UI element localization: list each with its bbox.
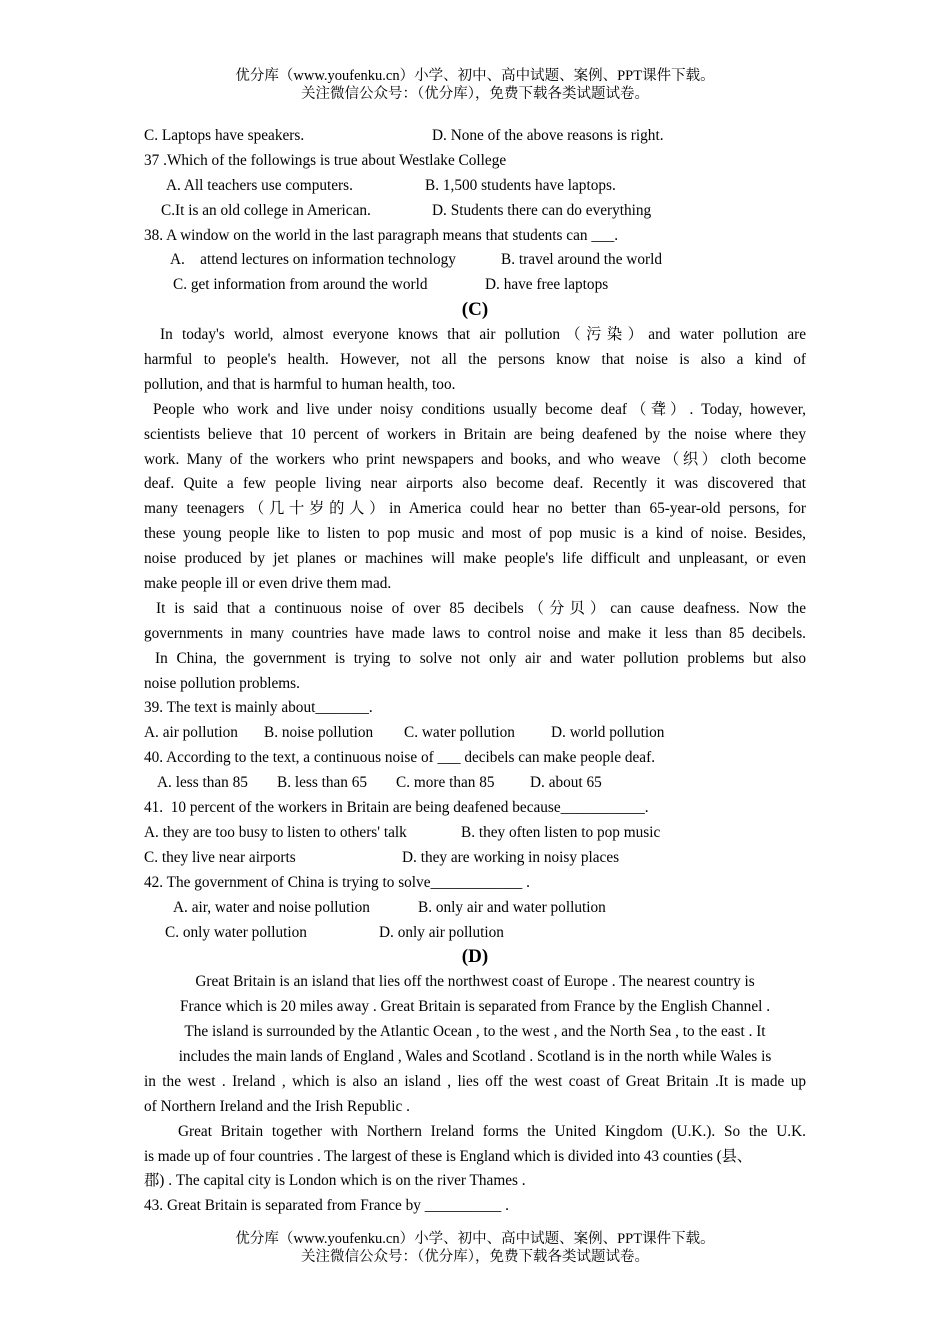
- passage-c-line: pollution, and that is harmful to human health, too.: [144, 375, 456, 393]
- header-line-2: 关注微信公众号：（优分库），免费下载各类试题试卷。: [301, 86, 649, 102]
- q37-option-d: D. Students there can do everything: [432, 201, 652, 219]
- q41-option-c: C. they live near airports: [144, 848, 296, 866]
- q41-option-d: D. they are working in noisy places: [402, 848, 620, 866]
- q37-options-ab: [144, 174, 806, 199]
- q39-option-b: B. noise pollution: [264, 724, 374, 742]
- passage-d-line: includes the main lands of England , Wales and Scotland . Scotland is in the north while Wales is: [178, 1047, 772, 1065]
- q39-option-d: D. world pollution: [551, 724, 665, 742]
- passage-c-line: In today's world, almost everyone knows that air pollution（污染）and water pollution are: [160, 326, 806, 344]
- passage-d-line: Great Britain together with Northern Ireland forms the United Kingdom (U.K.). So the U.K.: [178, 1122, 806, 1140]
- q40-stem: 40. According to the text, a continuous noise of ___ decibels can make people deaf.: [144, 749, 656, 767]
- passage-c-line: these young people like to listen to pop music and most of pop music is a kind of noise. Besides,: [144, 525, 806, 543]
- q42-stem: 42. The government of China is trying to solve____________ .: [144, 873, 530, 891]
- passage-c-line: harmful to people's health. However, not all the persons know that noise is also a kind of: [144, 351, 806, 369]
- q38-options-cd: [144, 273, 806, 298]
- q41-option-b: B. they often listen to pop music: [461, 823, 661, 841]
- q38-option-c: C. get information from around the world: [173, 276, 428, 294]
- q41-option-a: A. they are too busy to listen to others' talk: [144, 823, 407, 841]
- passage-d-line: of Northern Ireland and the Irish Republic .: [144, 1097, 410, 1115]
- passage-c-line: scientists believe that 10 percent of workers in Britain are being deafened by the noise where they: [144, 425, 806, 443]
- page-header: [0, 67, 950, 103]
- header-line-1: 优分库（www.youfenku.cn）小学、初中、高中试题、案例、PPT课件下载。: [235, 68, 715, 84]
- footer-line-2: 关注微信公众号：（优分库），免费下载各类试题试卷。: [301, 1249, 649, 1265]
- q42-option-b: B. only air and water pollution: [418, 898, 606, 916]
- q38-option-d: D. have free laptops: [485, 276, 609, 294]
- q39-option-a: A. air pollution: [144, 724, 238, 742]
- document-body: [144, 124, 806, 1219]
- passage-d-line: The island is surrounded by the Atlantic Ocean , to the west , and the North Sea , to the east . It: [184, 1023, 766, 1041]
- q38-option-b: B. travel around the world: [501, 251, 662, 269]
- q42-option-c: C. only water pollution: [165, 923, 307, 941]
- passage-c-line: governments in many countries have made laws to control noise and make it less than 85 decibels.: [144, 624, 806, 642]
- passage-c-line: People who work and live under noisy conditions usually become deaf（聋）. Today, however,: [153, 400, 806, 418]
- passage-c-line: In China, the government is trying to solve not only air and water pollution problems but also: [155, 649, 806, 667]
- q40-option-c: C. more than 85: [396, 774, 495, 792]
- q42-options-cd: [144, 921, 806, 946]
- passage-c-line: deaf. Quite a few people living near airports also become deaf. Recently it was discovered that: [144, 475, 806, 493]
- q40-options: [144, 771, 806, 796]
- q37-option-b: B. 1,500 students have laptops.: [425, 176, 616, 194]
- q37-option-a: A. All teachers use computers.: [166, 176, 353, 194]
- q41-options-cd: [144, 846, 806, 871]
- passage-c-line: It is said that a continuous noise of over 85 decibels（分贝）can cause deafness. Now the: [156, 599, 806, 617]
- q38-option-a: A. attend lectures on information technology: [170, 251, 456, 269]
- passage-c-line: noise pollution problems.: [144, 674, 300, 692]
- passage-c-line: work. Many of the workers who print newspapers and books, and who weave（织）cloth become: [144, 450, 806, 468]
- q39-option-c: C. water pollution: [404, 724, 515, 742]
- passage-d-line: 郡) . The capital city is London which is on the river Thames .: [144, 1172, 526, 1190]
- passage-c-line: noise produced by jet planes or machines will make people's life difficult and unpleasant, or even: [144, 550, 806, 568]
- section-c-title: (C): [461, 299, 489, 321]
- page-footer: [0, 1230, 950, 1266]
- q37-option-c: C.It is an old college in American.: [161, 201, 371, 219]
- q39-stem: 39. The text is mainly about_______.: [144, 699, 373, 717]
- q38-options-ab: [144, 248, 806, 273]
- q36-option-c: C. Laptops have speakers.: [144, 127, 305, 144]
- q40-option-b: B. less than 65: [277, 774, 368, 792]
- passage-d-line: in the west . Ireland , which is also an island , lies off the west coast of Great Britain .It is made up: [144, 1072, 806, 1090]
- footer-line-1: 优分库（www.youfenku.cn）小学、初中、高中试题、案例、PPT课件下载。: [235, 1231, 715, 1247]
- passage-d-line: is made up of four countries . The largest of these is England which is divided into 43 counties (县、: [144, 1147, 752, 1165]
- q38-stem: 38. A window on the world in the last paragraph means that students can ___.: [144, 226, 619, 244]
- q41-stem: 41. 10 percent of the workers in Britain are being deafened because___________.: [144, 799, 649, 817]
- passage-c-line: many teenagers（几十岁的人）in America could hear no better than 65-year-old persons, for: [144, 500, 806, 518]
- q36-options-cd: [144, 124, 806, 149]
- q42-option-d: D. only air pollution: [379, 923, 504, 941]
- section-d-title: (D): [461, 946, 489, 968]
- q43-stem: 43. Great Britain is separated from France by __________ .: [144, 1197, 509, 1215]
- q37-stem: 37 .Which of the followings is true about Westlake College: [144, 151, 507, 169]
- q37-options-cd: [144, 199, 806, 224]
- q40-option-d: D. about 65: [530, 774, 602, 792]
- q42-option-a: A. air, water and noise pollution: [173, 898, 370, 916]
- q42-options-ab: [144, 896, 806, 921]
- passage-d-line: Great Britain is an island that lies off the northwest coast of Europe . The nearest country is: [195, 973, 755, 991]
- passage-d-line: France which is 20 miles away . Great Britain is separated from France by the English Channel .: [179, 998, 771, 1016]
- q40-option-a: A. less than 85: [157, 774, 248, 792]
- q39-options: [144, 721, 806, 746]
- q36-option-d: D. None of the above reasons is right.: [432, 127, 664, 144]
- passage-c-line: make people ill or even drive them mad.: [144, 575, 392, 593]
- q41-options-ab: [144, 821, 806, 846]
